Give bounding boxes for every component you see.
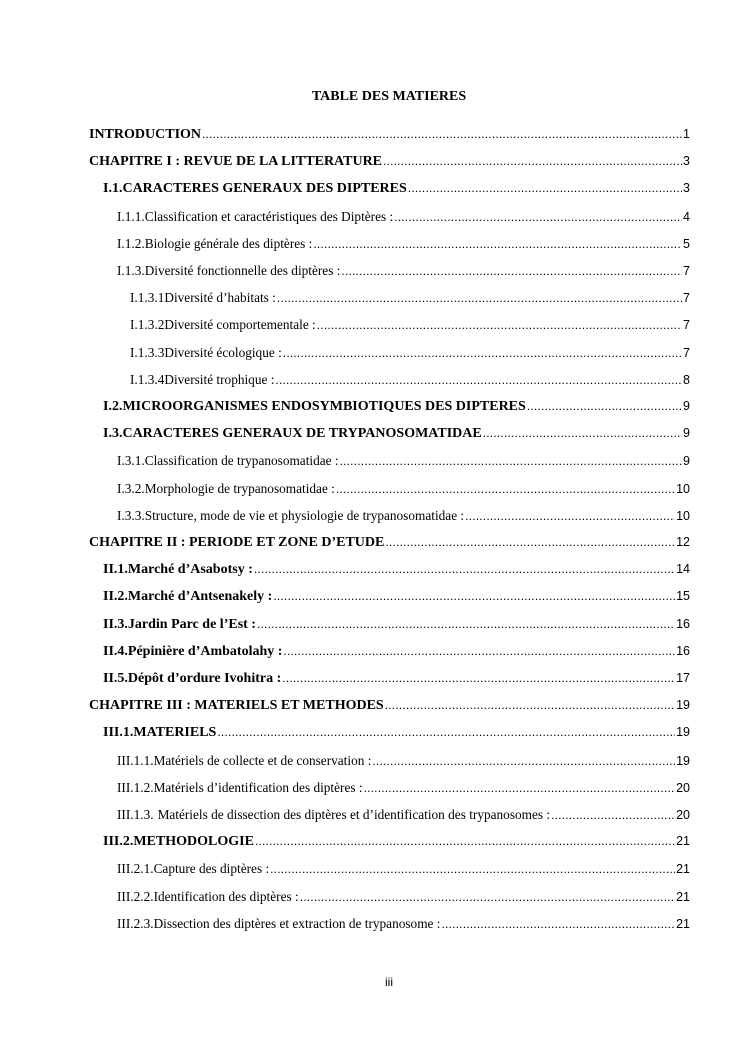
- toc-entry-number: III.2.3.: [117, 915, 154, 931]
- toc-entry-title: Morphologie de trypanosomatidae :: [144, 480, 335, 496]
- toc-dot-leader: [254, 562, 675, 576]
- toc-dot-leader: [255, 834, 675, 848]
- toc-entry-number: II.5.: [103, 671, 128, 686]
- toc-entry-number: I.3.3.: [117, 507, 145, 523]
- toc-entry-title: CHAPITRE II : PERIODE ET ZONE D’ETUDE: [89, 535, 385, 550]
- toc-entry-title: Marché d’Asabotsy :: [127, 562, 253, 578]
- toc-entry-title: Jardin Parc de l’Est :: [127, 616, 256, 632]
- toc-dot-leader: [441, 917, 675, 931]
- toc-dot-leader: [270, 862, 675, 876]
- toc-entry[interactable]: [103, 181, 690, 201]
- toc-entry-title: Pépinière d’Ambatolahy :: [127, 643, 283, 659]
- toc-entry-number: III.2.: [103, 834, 134, 850]
- toc-entry-number: I.1.3.4: [130, 371, 165, 387]
- toc-entry-page: 17: [676, 671, 690, 685]
- toc-entry-page: 4: [683, 209, 690, 224]
- toc-entry-title: Capture des diptères :: [153, 861, 270, 877]
- toc-entry-title: Marché d’Antsenakely :: [127, 589, 273, 605]
- toc-entry-page: 5: [683, 236, 690, 251]
- toc-entry-page: 21: [676, 916, 690, 931]
- toc-entry-number: I.1.3.2: [130, 317, 165, 333]
- toc-entry-page: 19: [676, 753, 690, 768]
- toc-entry-title: Matériels d’identification des diptères :: [153, 779, 363, 795]
- toc-entry-title: MATERIELS: [133, 725, 217, 741]
- toc-entry-title: Identification des diptères :: [153, 888, 299, 904]
- toc-dot-leader: [341, 264, 682, 278]
- page-title: TABLE DES MATIERES: [311, 89, 467, 104]
- toc-entry-number: II.1.: [103, 562, 128, 578]
- toc-entry-number: I.1.3.1: [130, 290, 165, 306]
- toc-entry-title: Diversité trophique :: [164, 371, 275, 387]
- toc-entry[interactable]: [117, 508, 690, 528]
- toc-entry-page: 15: [676, 589, 690, 604]
- toc-entry-number: III.2.1.: [117, 861, 154, 877]
- toc-entry-page: 20: [676, 808, 690, 822]
- toc-entry-page: 21: [676, 889, 690, 904]
- toc-dot-leader: [394, 210, 682, 224]
- toc-entry-number: III.1.1.: [117, 752, 154, 768]
- toc-entry-title: METHODOLOGIE: [133, 834, 254, 850]
- toc-entry-title: CARACTERES GENERAUX DES DIPTERES: [122, 181, 407, 197]
- toc-entry-title: Biologie générale des diptères :: [144, 235, 313, 251]
- toc-entry-page: 19: [676, 698, 690, 713]
- toc-entry-title: Matériels de dissection des diptères et d’identification des trypanosomes :: [157, 807, 551, 822]
- toc-dot-leader: [385, 698, 675, 712]
- toc-entry[interactable]: [117, 861, 690, 881]
- toc-dot-leader: [300, 890, 675, 904]
- toc-entry-number: I.1.: [103, 181, 123, 197]
- toc-entry[interactable]: [103, 834, 690, 854]
- toc-entry-page: 21: [676, 834, 690, 849]
- toc-entry[interactable]: [103, 617, 690, 637]
- toc-dot-leader: [465, 509, 675, 523]
- toc-entry[interactable]: [117, 916, 690, 936]
- toc-entry-number: III.2.2.: [117, 888, 154, 904]
- toc-entry[interactable]: [103, 671, 690, 691]
- toc-entry-number: I.1.2.: [117, 235, 145, 251]
- toc-dot-leader: [313, 237, 682, 251]
- toc-entry-page: 7: [683, 345, 690, 360]
- toc-dot-leader: [282, 671, 675, 685]
- toc-dot-leader: [383, 154, 682, 168]
- toc-entry[interactable]: [103, 426, 690, 446]
- toc-entry-page: 20: [676, 780, 690, 795]
- footer-page-number: iii: [385, 975, 393, 989]
- toc-entry-title: Structure, mode de vie et physiologie de trypanosomatidae :: [144, 507, 465, 523]
- toc-entry-page: 10: [676, 508, 690, 523]
- toc-entry-page: 3: [683, 154, 690, 169]
- toc-entry-page: 16: [676, 616, 690, 631]
- toc-entry-page: 19: [676, 725, 690, 740]
- toc-dot-leader: [336, 482, 675, 496]
- toc-entry-number: III.1.: [103, 725, 134, 741]
- toc-entry-number: III.1.2.: [117, 779, 154, 795]
- toc-entry-title: Classification et caractéristiques des Diptères :: [144, 208, 394, 224]
- toc-dot-leader: [277, 291, 682, 305]
- toc-dot-leader: [257, 617, 675, 631]
- toc-entry[interactable]: [117, 453, 690, 473]
- toc-entry[interactable]: [89, 535, 690, 555]
- toc-dot-leader: [372, 754, 675, 768]
- toc-entry-number: I.1.3.: [117, 263, 145, 278]
- toc-entry-number: I.2.: [103, 399, 123, 414]
- toc-entry-title: Diversité d’habitats :: [164, 290, 276, 306]
- toc-dot-leader: [364, 781, 676, 795]
- toc-entry[interactable]: [117, 780, 690, 800]
- toc-entry-title: CARACTERES GENERAUX DE TRYPANOSOMATIDAE: [122, 426, 482, 442]
- toc-entry[interactable]: [103, 562, 690, 582]
- toc-dot-leader: [202, 127, 682, 141]
- toc-dot-leader: [275, 373, 682, 387]
- toc-entry-page: 21: [676, 862, 690, 877]
- toc-entry[interactable]: [103, 644, 690, 664]
- toc-entry[interactable]: [117, 236, 690, 256]
- toc-entry[interactable]: [103, 589, 690, 609]
- toc-entry-title: CHAPITRE I : REVUE DE LA LITTERATURE: [89, 154, 383, 170]
- toc-entry[interactable]: [89, 698, 690, 718]
- toc-entry[interactable]: [103, 725, 690, 745]
- toc-dot-leader: [527, 399, 682, 413]
- toc-entry-page: 8: [683, 372, 690, 387]
- toc-entry[interactable]: [103, 399, 690, 419]
- toc-entry-title: Dépôt d’ordure Ivohitra :: [127, 671, 282, 686]
- toc-entry-number: I.3.: [103, 426, 123, 442]
- toc-entry-title: CHAPITRE III : MATERIELS ET METHODES: [89, 698, 384, 714]
- toc-entry-title: Matériels de collecte et de conservation :: [153, 752, 372, 768]
- toc-entry[interactable]: [130, 345, 690, 365]
- toc-entry-title: Diversité écologique :: [164, 344, 282, 360]
- toc-entry-title: INTRODUCTION: [89, 127, 202, 142]
- toc-entry-number: II.2.: [103, 589, 128, 605]
- toc-entry[interactable]: [117, 889, 690, 909]
- toc-entry[interactable]: [117, 263, 690, 283]
- toc-dot-leader: [385, 535, 675, 549]
- toc-entry[interactable]: [89, 154, 690, 174]
- toc-entry-page: 7: [683, 291, 690, 306]
- toc-entry[interactable]: [130, 317, 690, 337]
- toc-dot-leader: [217, 725, 675, 739]
- toc-entry[interactable]: [117, 807, 690, 827]
- toc-entry-title: Dissection des diptères et extraction de trypanosome :: [153, 915, 441, 931]
- toc-entry-title: Classification de trypanosomatidae :: [144, 453, 339, 469]
- toc-entry-number: I.3.2.: [117, 480, 145, 496]
- toc-dot-leader: [408, 181, 682, 195]
- toc-entry[interactable]: [89, 127, 690, 147]
- toc-entry-page: 10: [676, 481, 690, 496]
- toc-dot-leader: [283, 346, 682, 360]
- toc-entry-page: 7: [683, 264, 690, 278]
- toc-entry-page: 14: [676, 562, 690, 577]
- toc-entry[interactable]: [117, 481, 690, 501]
- toc-dot-leader: [551, 808, 675, 822]
- toc-dot-leader: [283, 644, 675, 658]
- toc-entry[interactable]: [130, 372, 690, 392]
- toc-entry-number: I.1.3.3: [130, 344, 165, 360]
- toc-entry[interactable]: [130, 290, 690, 310]
- toc-entry-number: II.3.: [103, 616, 128, 632]
- toc-entry-page: 9: [683, 426, 690, 441]
- toc-entry-number: III.1.3.: [117, 807, 154, 822]
- toc-entry-title: Diversité fonctionnelle des diptères :: [144, 263, 341, 278]
- toc-entry-page: 7: [683, 318, 690, 333]
- toc-entry-page: 16: [676, 643, 690, 658]
- toc-entry-number: I.3.1.: [117, 453, 145, 469]
- toc-entry-number: I.1.1.: [117, 208, 145, 224]
- toc-entry[interactable]: [117, 753, 690, 773]
- toc-entry-page: 9: [683, 399, 690, 413]
- toc-entry-title: Diversité comportementale :: [164, 317, 316, 333]
- toc-entry-page: 9: [683, 454, 690, 469]
- toc-dot-leader: [340, 454, 682, 468]
- toc-dot-leader: [273, 589, 675, 603]
- toc-dot-leader: [483, 426, 682, 440]
- toc-entry[interactable]: [117, 209, 690, 229]
- toc-entry-page: 12: [676, 535, 690, 549]
- toc-dot-leader: [317, 318, 682, 332]
- toc-entry-page: 3: [683, 181, 690, 196]
- toc-entry-number: II.4.: [103, 643, 128, 659]
- toc-entry-page: 1: [683, 127, 690, 141]
- toc-entry-title: MICROORGANISMES ENDOSYMBIOTIQUES DES DIPTERES: [122, 399, 526, 414]
